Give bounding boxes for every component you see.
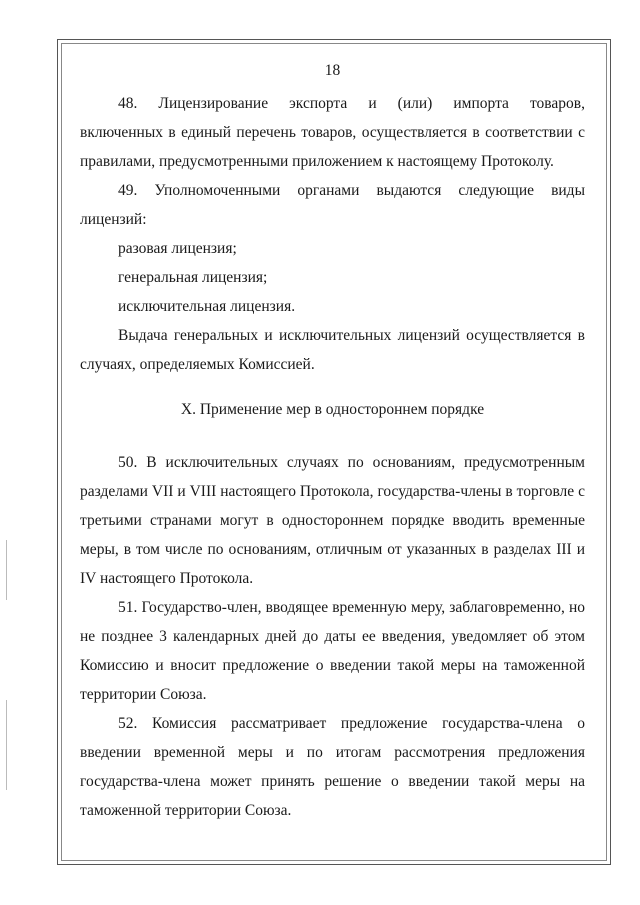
license-type-item: генеральная лицензия;	[118, 269, 268, 286]
paragraph-48-first-line: 48. Лицензирование экспорта и (или) импорта товаров,	[118, 95, 585, 112]
scan-artifact	[6, 700, 7, 790]
license-type-item: разовая лицензия;	[118, 240, 237, 257]
paragraph-52: 52. Комиссия рассматривает предложение государства-члена о введении временной меры и по итогам рассмотрения предложения государства-члена может принять решение о введении такой меры на таможенной территории Союза.	[80, 715, 585, 819]
section-heading: X. Применение мер в одностороннем порядке	[180, 401, 485, 418]
page-number: 18	[324, 62, 341, 79]
scan-artifact	[6, 540, 7, 600]
document-body	[80, 56, 585, 825]
paragraph-49-continuation: лицензий:	[80, 211, 147, 228]
license-type-item: исключительная лицензия.	[118, 298, 296, 315]
paragraph-48-continuation: включенных в единый перечень товаров, осуществляется в соответствии с правилами, предусмотренными приложением к настоящему Протоколу.	[80, 124, 585, 170]
paragraph-issuance: Выдача генеральных и исключительных лицензий осуществляется в случаях, определяемых Комиссией.	[80, 327, 585, 373]
paragraph-50: 50. В исключительных случаях по основаниям, предусмотренным разделами VII и VIII настоящего Протокола, государства-члены в торговле с третьими странами могут в одностороннем порядке вводить временные меры, в том числе по основаниям, отличным от указанных в разделах III и IV настоящего Протокола.	[80, 454, 585, 587]
paragraph-51: 51. Государство-член, вводящее временную меру, заблаговременно, но не позднее 3 календарных дней до даты ее введения, уведомляет об этом Комиссию и вносит предложение о введении такой меры на таможенной территории Союза.	[80, 599, 585, 703]
paragraph-49-first-line: 49. Уполномоченными органами выдаются следующие виды	[118, 182, 585, 199]
